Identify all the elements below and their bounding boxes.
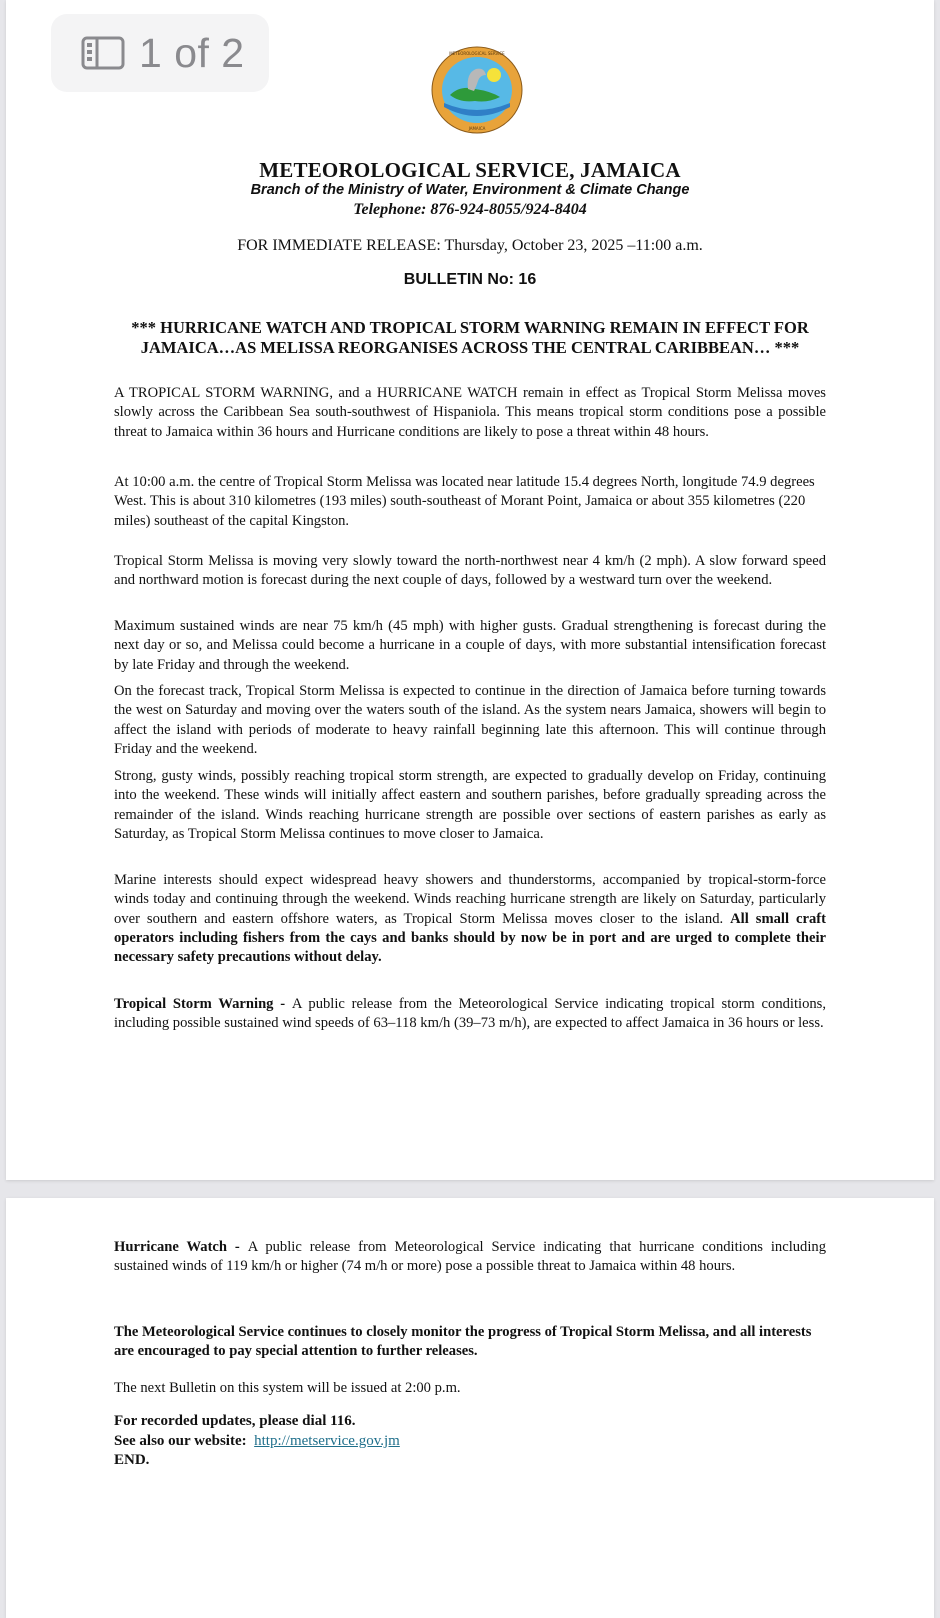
paragraph-forecast-track: On the forecast track, Tropical Storm Melissa is expected to continue in the direction of Jamaica before turning towards the west on Saturday and moving over the waters south of the island. As the system nears Jamaica, showers will begin to affect the island with periods of moderate to heavy rainfall beginning late this afternoon. This will continue through Friday and the weekend. (114, 683, 826, 757)
definition-hurricane-watch (114, 1238, 826, 1277)
bulletin-number: BULLETIN No: 16 (403, 271, 537, 288)
definition-tropical-storm-warning (114, 995, 826, 1034)
website-link[interactable]: http://metservice.gov.jm (254, 1433, 400, 1449)
svg-text:METEOROLOGICAL SERVICE: METEOROLOGICAL SERVICE (449, 51, 505, 56)
monitoring-statement: The Meteorological Service continues to closely monitor the progress of Tropical Storm Melissa, and all interests are encouraged to pay special attention to further releases. (114, 1324, 812, 1360)
organization-name: METEOROLOGICAL SERVICE, JAMAICA (259, 158, 681, 182)
sidebar-pages-icon (81, 36, 125, 70)
next-bulletin-notice: The next Bulletin on this system will be issued at 2:00 p.m. (114, 1380, 461, 1396)
svg-text:JAMAICA: JAMAICA (468, 126, 486, 131)
paragraph-storm-motion: Tropical Storm Melissa is moving very slowly toward the north-northwest near 4 km/h (2 mph). A slow forward speed and northward motion is forecast during the next couple of days, followed by a westward turn over the weekend. (114, 553, 826, 589)
definition-text: A public release from Meteorological Service indicating that hurricane conditions including sustained winds of 119 km/h or higher (74 m/h or more) pose a possible threat to Jamaica within 48 hours. (114, 1239, 827, 1275)
document-page-2 (6, 1198, 934, 1618)
paragraph-marine (114, 871, 826, 967)
paragraph-warning-summary: A TROPICAL STORM WARNING, and a HURRICANE WATCH remain in effect as Tropical Storm Melissa moves slowly across the Caribbean Sea south-southwest of Hispaniola. This means tropical storm conditions pose a possible threat to Jamaica within 36 hours and Hurricane conditions are likely to pose a threat within 48 hours. (114, 385, 826, 440)
document-page-1 (6, 0, 934, 1180)
met-service-logo (430, 45, 524, 135)
telephone-line: Telephone: 876-924-8055/924-8404 (353, 201, 587, 218)
definition-text: A public release from the Meteorological Service indicating tropical storm conditions, including possible sustained wind speeds of 63–118 km/h (39–73 m/h), are expected to affect Jamaica in 36 hours or less. (114, 996, 827, 1032)
release-line: FOR IMMEDIATE RELEASE: Thursday, October 23, 2025 –11:00 a.m. (237, 237, 703, 254)
website-label: See also our website: (114, 1433, 255, 1449)
definition-term: Tropical Storm Warning - (114, 996, 292, 1012)
paragraph-storm-location: At 10:00 a.m. the centre of Tropical Storm Melissa was located near latitude 15.4 degrees North, longitude 74.9 degrees West. This is about 310 kilometres (193 miles) south-southeast of Morant Point, Jamaica or about 355 kilometres (220 miles) southeast of the capital Kingston. (114, 474, 815, 529)
marine-advisory-bold: All small craft operators including fishers from the cays and banks should by now be in port and are urged to complete their necessary safety precautions without delay. (114, 910, 826, 966)
website-line (114, 1432, 826, 1451)
definition-term: Hurricane Watch - (114, 1239, 248, 1255)
end-marker: END. (114, 1452, 150, 1468)
branch-line: Branch of the Ministry of Water, Environment & Climate Change (250, 182, 690, 198)
recorded-updates-line: For recorded updates, please dial 116. (114, 1413, 356, 1429)
page-counter-badge[interactable] (51, 14, 269, 92)
paragraph-gusty-winds: Strong, gusty winds, possibly reaching tropical storm strength, are expected to gradually develop on Friday, continuing into the weekend. These winds will initially affect eastern and southern parishes, before gradually spreading across the remainder of the island. Winds reaching hurricane strength are possible over sections of eastern parishes as early as Saturday, as Tropical Storm Melissa continues to move closer to Jamaica. (114, 768, 826, 842)
marine-text: Marine interests should expect widespread heavy showers and thunderstorms, accompanied by tropical-storm-force winds today and continuing through the weekend. Winds reaching hurricane strength are likely on Saturday, particularly over southern and eastern offshore waters, as Tropical Storm Melissa moves closer to the island. (114, 872, 826, 927)
page-counter-text: 1 of 2 (139, 29, 245, 76)
paragraph-winds: Maximum sustained winds are near 75 km/h (45 mph) with higher gusts. Gradual strengthening is forecast during the next day or so, and Melissa could become a hurricane in a couple of days, with more substantial intensification forecast by late Friday and through the weekend. (114, 618, 826, 673)
bulletin-headline: *** HURRICANE WATCH AND TROPICAL STORM WARNING REMAIN IN EFFECT FOR JAMAICA…AS MELISSA REORGANISES ACROSS THE CENTRAL CARIBBEAN… *** (131, 318, 809, 357)
